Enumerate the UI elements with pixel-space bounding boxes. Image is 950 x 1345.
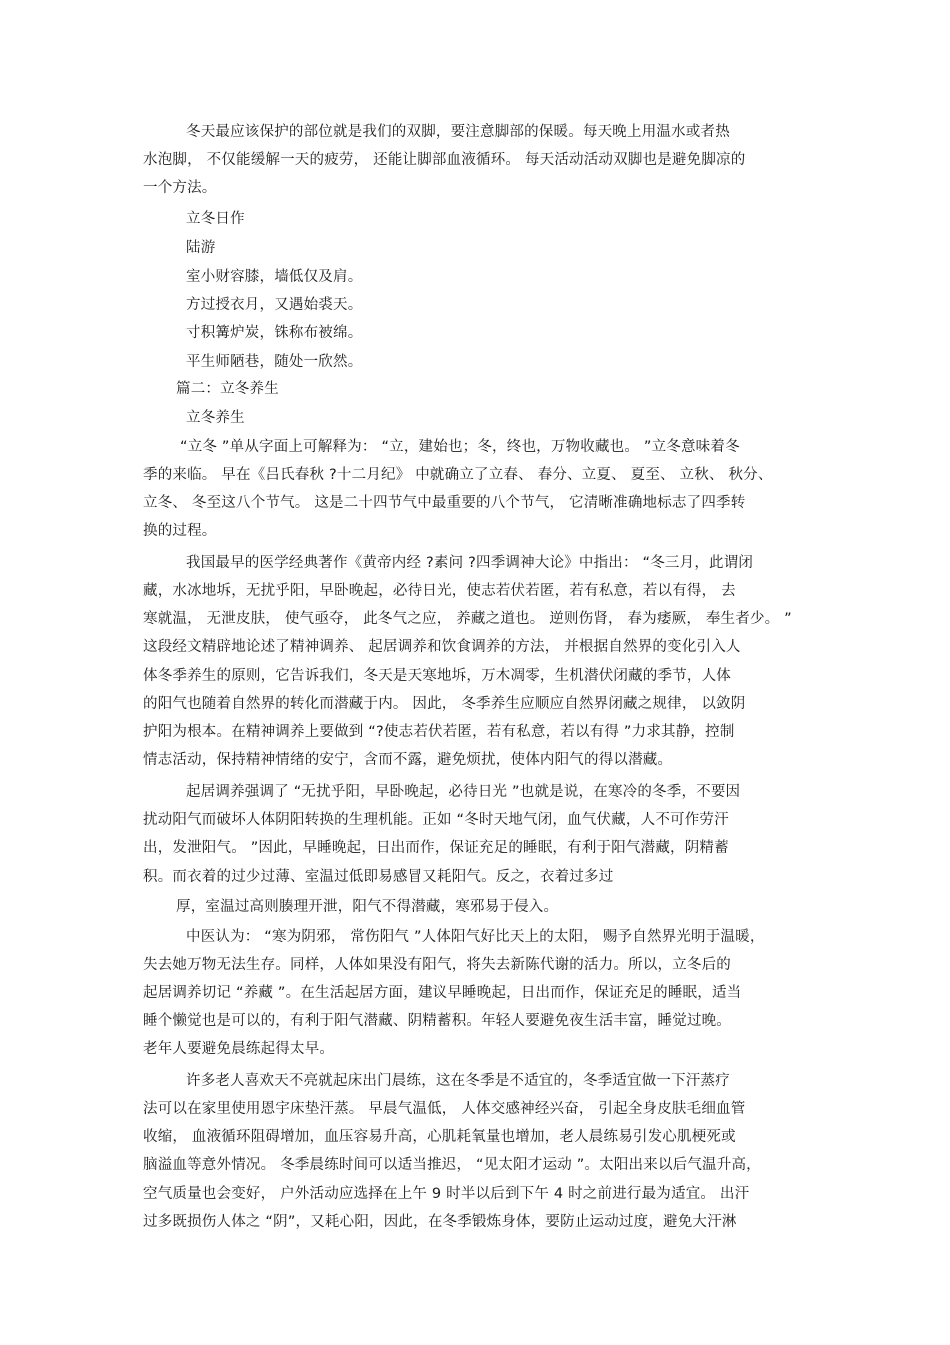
text-line: 中医认为： “寒为阴邪， 常伤阳气 ”人体阳气好比天上的太阳， 赐予自然界光明于温暖， (186, 929, 765, 945)
text-line: 出，发泄阳气。 ”因此，早睡晚起，日出而作，保证充足的睡眠，有利于阳气潜藏，阴精蓄 (143, 840, 729, 856)
text-line: 季的来临。 早在《吕氏春秋 ?十二月纪》 中就确立了立春、 春分、立夏、 夏至、 立秋、 秋分、 (143, 467, 773, 483)
poem-author: 陆游 (186, 240, 216, 256)
text-line: 这段经文精辟地论述了精神调养、 起居调养和饮食调养的方法， 并根据自然界的变化引入人 (143, 639, 741, 655)
text-line: “立冬 ”单从字面上可解释为： “立，建始也；冬，终也，万物收藏也。 ”立冬意味着冬 (180, 439, 740, 455)
section-heading: 篇二：立冬养生 (176, 381, 279, 397)
text-line: 起居调养切记 “养藏 ”。在生活起居方面，建议早睡晚起，日出而作，保证充足的睡眠，适当 (143, 985, 742, 1001)
text-line: 体冬季养生的原则，它告诉我们，冬天是天寒地坼，万木凋零，生机潜伏闭藏的季节，人体 (143, 668, 731, 684)
text-line: 收缩， 血液循环阻碍增加，血压容易升高，心肌耗氧量也增加，老人晨练易引发心肌梗死或 (143, 1129, 736, 1145)
text-line: 换的过程。 (143, 523, 217, 539)
text-line: 睡个懒觉也是可以的，有利于阳气潜藏、阴精蓄积。年轻人要避免夜生活丰富，睡觉过晚。 (143, 1013, 731, 1029)
text-line: 脑溢血等意外情况。 冬季晨练时间可以适当推迟， “见太阳才运动 ”。太阳出来以后气温升高， (143, 1157, 761, 1173)
poem-line: 寸积篝炉炭，铢称布被绵。 (186, 325, 363, 341)
text-line: 水泡脚， 不仅能缓解一天的疲劳， 还能让脚部血液循环。 每天活动活动双脚也是避免脚凉的 (143, 152, 746, 168)
text-line: 法可以在家里使用恩宇床垫汗蒸。 早晨气温低， 人体交感神经兴奋， 引起全身皮肤毛细血管 (143, 1101, 746, 1117)
text-line: 老年人要避免晨练起得太早。 (143, 1041, 335, 1057)
poem-line: 室小财容膝，墙低仅及肩。 (186, 269, 363, 285)
text-line: 的阳气也随着自然界的转化而潜藏于内。 因此， 冬季养生应顺应自然界闭藏之规律， 以敛阴 (143, 696, 746, 712)
text-line: 护阳为根本。在精神调养上要做到 “?使志若伏若匿，若有私意，若以有得 ”力求其静，控制 (143, 724, 735, 740)
poem-line: 平生师陋巷，随处一欣然。 (186, 354, 363, 370)
text-line: 许多老人喜欢天不亮就起床出门晨练，这在冬季是不适宜的，冬季适宜做一下汗蒸疗 (186, 1073, 730, 1089)
text-line: 起居调养强调了 “无扰乎阳，早卧晚起，必待日光 ”也就是说，在寒冷的冬季，不要因 (186, 784, 741, 800)
text-line: 寒就温， 无泄皮肤， 使气亟夺， 此冬气之应， 养藏之道也。 逆则伤肾， 春为痿厥， 奉生者少。 ” (143, 611, 792, 627)
text-line: 厚，室温过高则腠理开泄，阳气不得潜藏，寒邪易于侵入。 (176, 899, 559, 915)
text-line: 冬天最应该保护的部位就是我们的双脚，要注意脚部的保暖。每天晚上用温水或者热 (186, 124, 730, 140)
text-line: 空气质量也会变好， 户外活动应选择在上午 9 时半以后到下午 4 时之前进行最为适宜。 出汗 (143, 1186, 750, 1202)
text-line: 过多既损伤人体之 “阴”，又耗心阳，因此，在冬季锻炼身体，要防止运动过度，避免大汗淋 (143, 1214, 737, 1230)
text-line: 积。而衣着的过少过薄、室温过低即易感冒又耗阳气。反之，衣着过多过 (143, 869, 614, 885)
text-line: 一个方法。 (143, 180, 217, 196)
text-line: 藏，水冰地坼，无扰乎阳，早卧晚起，必待日光，使志若伏若匿，若有私意，若以有得， 去 (143, 583, 736, 599)
text-line: 立冬、 冬至这八个节气。 这是二十四节气中最重要的八个节气， 它清晰准确地标志了四季转 (143, 495, 746, 511)
text-line: 我国最早的医学经典著作《黄帝内经 ?素问 ?四季调神大论》中指出： “冬三月，此谓闭 (186, 555, 754, 571)
poem-line: 方过授衣月，又遇始裘天。 (186, 297, 363, 313)
section-title: 立冬养生 (186, 410, 245, 426)
text-line: 扰动阳气而破坏人体阴阳转换的生理机能。正如 “冬时天地气闭，血气伏藏，人不可作劳汗 (143, 812, 729, 828)
poem-title: 立冬日作 (186, 211, 245, 227)
text-line: 情志活动，保持精神情绪的安宁，含而不露，避免烦扰，使体内阳气的得以潜藏。 (143, 752, 673, 768)
text-line: 失去她万物无法生存。同样，人体如果没有阳气，将失去新陈代谢的活力。所以，立冬后的 (143, 957, 731, 973)
